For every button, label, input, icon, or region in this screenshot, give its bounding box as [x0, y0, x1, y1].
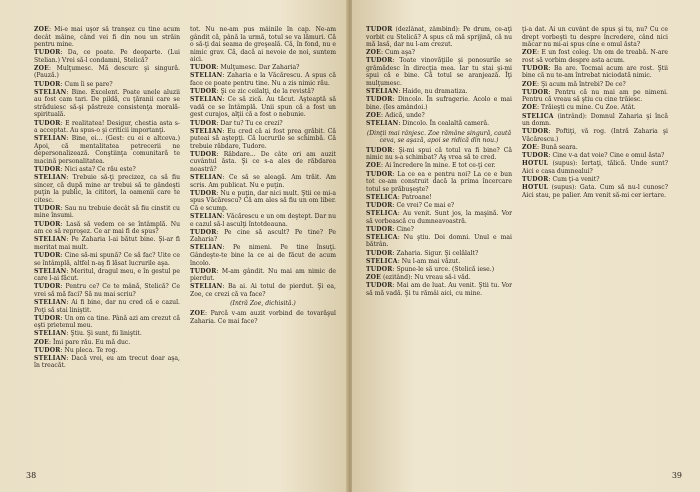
- speaker-name: TUDOR: [34, 220, 61, 228]
- speaker-name: STELIAN: [34, 354, 67, 362]
- dialogue-text: : Eu cred că ai fost prea grăbit. Că puteai să aştepţi. Că lucrurile se schimbă. Că trebuie răbdare, Tudore.: [190, 127, 336, 150]
- dialogue-text: : Bine, ei... (Gest: cu ei e altceva.) Apoi, că mentalitatea petrecerii ne depersonalizează. Conştiinţa comunitară te macină personalitatea.: [34, 135, 180, 165]
- dialogue-text: : Parcă v-am auzit vorbind de tovarăşul Zaharia. Ce mai face?: [190, 310, 336, 325]
- speaker-name: STELIAN: [366, 88, 399, 96]
- dialogue-line: [34, 315, 180, 330]
- dialogue-line: [366, 147, 512, 162]
- dialogue-line: [522, 65, 668, 80]
- speaker-name: ZOE: [522, 143, 538, 151]
- dialogue-text: : E un fost coleg. Un om de treabă. N-are rost să vorbim despre asta acum.: [522, 49, 668, 64]
- dialogue-text: : Da, ce poate. Pe deoparte. (Lui Stelian.) Vrei să-l condamni, Stelică?: [34, 49, 180, 64]
- dialogue-text: : Bine. Excelent. Poate unele aluzii au fost cam tari. De pildă, cu ţăranii care se străduiesc să-şi păstreze consistenţa morală-spirituală.: [34, 88, 180, 119]
- dialogue-text: : Dincolo. În cealaltă cameră.: [398, 120, 490, 128]
- dialogue-line: [522, 104, 668, 112]
- dialogue-line: [34, 49, 180, 64]
- dialogue-text: (supus): Gata. Cum să nu-l cunosc? Aici stau, pe palier. Am venit să-mi cer iertare.: [522, 184, 668, 199]
- speaker-name: TUDOR: [366, 282, 393, 290]
- dialogue-text: : Cum aşa?: [381, 49, 415, 57]
- dialogue-text: : Nu pleca. Te rog.: [60, 346, 118, 354]
- speaker-name: STELIAN: [34, 330, 67, 338]
- speaker-name: STELICA: [522, 112, 554, 120]
- dialogue-text: : Dar tu? Tu ce crezi?: [216, 119, 283, 127]
- speaker-name: STELIAN: [190, 213, 223, 221]
- speaker-name: ZOE: [366, 111, 382, 119]
- dialogue-line: [34, 330, 180, 338]
- dialogue-line: [190, 310, 336, 325]
- dialogue-line: [34, 120, 180, 135]
- dialogue-text: : Ai încredere în mine. E tot ce-ţi cer.: [381, 162, 496, 170]
- speaker-name: STELICA: [366, 210, 398, 218]
- dialogue-text: : Şi-mi spui că totul va fi bine? Că nimic nu s-a schimbat? Aş vrea să te cred.: [366, 146, 512, 162]
- speaker-name: HOTUL: [522, 160, 549, 168]
- dialogue-line: [522, 144, 668, 152]
- dialogue-text: : Dincolo. În sufragerie. Acolo e mai bine. (Ies amândoi.): [366, 96, 512, 111]
- dialogue-line: [366, 250, 512, 258]
- speaker-name: TUDOR: [34, 251, 61, 259]
- dialogue-line: [34, 252, 180, 267]
- dialogue-line: [366, 26, 512, 49]
- speaker-name: TUDOR: [366, 57, 393, 65]
- dialogue-text: : Nu e puţin, dar nici mult. Ştii ce mi-a spus Văcărescu? Că am ales să fiu un om liber. Că e scump.: [190, 189, 336, 212]
- speaker-name: ZOE: [34, 26, 50, 33]
- dialogue-text: : Pe Zaharia l-ai bătut bine. Şi-ar fi meritat mai mult.: [34, 236, 180, 251]
- dialogue-line: [34, 347, 180, 355]
- dialogue-text: : Sau nu trebuie decât să fiu cinstit cu mine însumi.: [34, 204, 180, 220]
- speaker-name: ZOE: [522, 104, 538, 112]
- dialogue-line: [366, 96, 512, 111]
- speaker-name: TUDOR: [366, 265, 393, 273]
- speaker-name: TUDOR: [190, 267, 217, 275]
- dialogue-text: : Mai am de luat. Au venit. Ştii tu. Vor să mă vadă. Şi tu rămâi aici, cu mine.: [366, 282, 512, 297]
- dialogue-text: : Ce vrei? Ce mai e?: [392, 201, 455, 209]
- speaker-name: TUDOR: [34, 119, 61, 127]
- dialogue-line: [34, 89, 180, 119]
- dialogue-line: [366, 210, 512, 225]
- dialogue-line: [190, 64, 336, 72]
- dialogue-text: : Zaharia e la Văcărescu. A spus că face ce poate pentru tine. Nu a zis nimic rău.: [190, 72, 336, 88]
- dialogue-line: [522, 49, 668, 64]
- dialogue-text: : Trebuie să-ţi precizez, ca să fiu sincer, că după mine ar trebui să te gândeşti puţin la public, la cititori, la oamenii care te citesc.: [34, 174, 180, 204]
- dialogue-line: [366, 194, 512, 202]
- dialogue-line: [366, 226, 512, 234]
- dialogue-line: [366, 266, 512, 274]
- dialogue-line: [190, 26, 336, 64]
- speaker-name: TUDOR: [522, 88, 549, 96]
- dialogue-text: (ezitând): Nu vreau să-i văd.: [381, 274, 471, 282]
- right-page-column-2: [522, 26, 668, 458]
- speaker-name: TUDOR: [366, 26, 393, 33]
- dialogue-text: : Mi-e mai uşor să tranşez cu tine acum decât mâine, când vei fi din nou un străin pentru mine.: [34, 26, 180, 49]
- dialogue-text: : Patroane!: [397, 193, 432, 201]
- dialogue-line: [366, 202, 512, 210]
- speaker-name: STELIAN: [34, 174, 67, 182]
- speaker-name: ZOE: [34, 64, 50, 72]
- dialogue-line: [190, 151, 336, 174]
- dialogue-text: : Şi acum mă întrebi? De ce?: [537, 80, 626, 88]
- dialogue-text: : Ce să zică. Au tăcut. Aşteaptă să vadă ce se întâmplă. Unii spun că a fost un gest curajos, alţii că a fost o nebunie.: [190, 96, 336, 119]
- dialogue-line: [34, 355, 180, 370]
- dialogue-text: : La ce ea e pentru noi? La ce e bun tot ce-am construit dacă la prima încercare totul se prăbuşeşte?: [366, 170, 512, 193]
- dialogue-line: [190, 268, 336, 283]
- dialogue-line: [366, 57, 512, 87]
- speaker-name: TUDOR: [522, 175, 549, 183]
- speaker-name: STELIAN: [34, 135, 67, 143]
- speaker-name: STELIAN: [190, 72, 223, 80]
- speaker-name: STELIAN: [190, 96, 223, 104]
- dialogue-text: : Dacă vrei, eu am trecut doar aşa, în treacăt.: [34, 354, 180, 370]
- dialogue-line: [366, 258, 512, 266]
- dialogue-text: : Mulţumesc. Mă descurc şi singură. (Pauză.): [34, 64, 180, 80]
- dialogue-line: [190, 174, 336, 189]
- dialogue-line: [190, 229, 336, 244]
- dialogue-line: [522, 128, 668, 143]
- dialogue-text: : Răbdare... De câte ori am auzit cuvântul ăsta. Şi ce s-a ales de răbdarea noastră?: [190, 150, 336, 173]
- dialogue-line: [522, 113, 668, 128]
- dialogue-text: : Un om ca tine. Până azi am crezut că eşti prietenul meu.: [34, 314, 180, 330]
- speaker-name: STELIAN: [34, 299, 67, 307]
- dialogue-text: : Cum ţi-a venit?: [548, 175, 600, 183]
- speaker-name: STELICA: [366, 233, 398, 241]
- dialogue-text: : Pe nimeni. Pe tine însuţi. Gândeşte-te bine la ce ai de făcut de acum încolo.: [190, 244, 336, 267]
- dialogue-line: [190, 244, 336, 267]
- dialogue-text: : Cum îi se pare?: [60, 80, 113, 88]
- dialogue-line: [366, 120, 512, 128]
- dialogue-line: [522, 160, 668, 175]
- dialogue-text: ţi-a dat. Ai un cuvânt de spus şi tu, nu? Cu ce drept vorbeşti tu despre încredere, când nici măcar nu mi-ai spus cine e omul ăsta?: [522, 26, 668, 49]
- dialogue-text: : M-am gândit. Nu mai am nimic de pierdut.: [190, 267, 336, 283]
- dialogue-text: : Cine?: [392, 225, 414, 233]
- speaker-name: TUDOR: [190, 228, 217, 236]
- speaker-name: TUDOR: [34, 80, 61, 88]
- dialogue-line: [34, 166, 180, 174]
- dialogue-text: (dezlânat, zâmbind): Pe drum, ce-aţi vorbit cu Stelică? A spus că mă sprijină, că nu mă lasă, dar nu l-am crezut.: [366, 26, 512, 49]
- speaker-name: TUDOR: [522, 152, 549, 160]
- dialogue-text: : Bună seara.: [537, 143, 578, 151]
- dialogue-line: [34, 236, 180, 251]
- speaker-name: TUDOR: [34, 166, 61, 173]
- speaker-name: TUDOR: [34, 283, 61, 291]
- speaker-name: STELIAN: [190, 127, 223, 135]
- dialogue-line: [366, 49, 512, 57]
- dialogue-line: [366, 162, 512, 170]
- right-page: [352, 0, 700, 492]
- dialogue-line: [34, 205, 180, 220]
- page-number-left: 38: [26, 471, 37, 480]
- speaker-name: STELICA: [366, 257, 398, 265]
- dialogue-line: [34, 174, 180, 204]
- dialogue-text: : Toate vinovăţiile şi ponosurile se grămădesc în direcţia mea. Iar tu stai şi-mi spui că e bine. Că totul se aranjează. Îţi mulţumesc.: [366, 57, 512, 88]
- dialogue-text: : Nu l-am mai văzut.: [397, 257, 461, 265]
- dialogue-line: [34, 26, 180, 49]
- left-page-column-1: [34, 26, 180, 458]
- dialogue-line: [522, 176, 668, 184]
- speaker-name: TUDOR: [34, 49, 61, 57]
- dialogue-text: : Pentru că nu mai am pe nimeni. Pentru că vreau să ştiu cu cine trăiesc.: [522, 88, 668, 104]
- speaker-name: STELIAN: [34, 88, 67, 96]
- speaker-name: TUDOR: [522, 128, 549, 136]
- dialogue-text: : Îmi pare rău. Eu mă duc.: [49, 338, 131, 346]
- dialogue-line: [522, 81, 668, 89]
- dialogue-text: : Lasă să vedem ce se întâmplă. Nu am ce să reproşez. Ce ar mai fi de spus?: [34, 220, 180, 236]
- dialogue-line: [34, 221, 180, 236]
- dialogue-line: [522, 26, 668, 49]
- dialogue-text: : Nici asta? Ce rău este?: [60, 166, 136, 173]
- dialogue-text: : Ce să se aleagă. Am trăit. Am scris. Am publicat. Nu e puţin.: [190, 174, 336, 189]
- dialogue-line: [190, 88, 336, 96]
- speaker-name: TUDOR: [34, 346, 61, 354]
- speaker-name: ZOE: [522, 49, 538, 57]
- speaker-name: TUDOR: [522, 64, 549, 72]
- speaker-name: STELIAN: [190, 283, 223, 291]
- dialogue-text: : Trăieşti cu mine. Cu Zoe. Atât.: [537, 104, 636, 112]
- speaker-name: TUDOR: [190, 119, 217, 127]
- dialogue-text: : Mulţumesc. Dar Zaharia?: [216, 64, 300, 72]
- page-number-right: 39: [671, 471, 682, 480]
- dialogue-line: [34, 135, 180, 165]
- dialogue-text: : Adică, unde?: [381, 111, 425, 119]
- speaker-name: TUDOR: [190, 189, 217, 197]
- dialogue-text: (intrând): Domnul Zaharia şi încă un domn.: [522, 112, 668, 128]
- dialogue-line: [366, 234, 512, 249]
- dialogue-text: : Haide, nu dramatiza.: [398, 88, 468, 96]
- dialogue-text: : Pentru ce? Ce te mână, Stelică? Ce vrei să mă faci? Să nu mai scriu?: [34, 283, 180, 298]
- dialogue-text: : Zaharia. Sigur. Şi celălalt?: [392, 249, 479, 257]
- speaker-name: STELICA: [366, 193, 398, 201]
- dialogue-text: (Dinţii mai rânjesc. Zoe rămâne singură, caută ceva, se aşază, apoi se ridică din nou.): [366, 129, 512, 145]
- dialogue-line: [522, 89, 668, 104]
- dialogue-line: [34, 65, 180, 80]
- speaker-name: ZOE: [190, 310, 206, 317]
- speaker-name: HOTUL: [522, 184, 549, 192]
- dialogue-line: [190, 190, 336, 213]
- dialogue-text: : Cine să-mi spună? Ce să fac? Uite ce se întâmplă, altfel n-aş fi lăsat lucrurile aşa.: [34, 251, 180, 267]
- dialogue-text: : Ba are. Tocmai acum are rost. Ştii bine că nu te-am întrebat niciodată nimic.: [522, 64, 668, 80]
- dialogue-text: : Cine v-a dat voie? Cine e omul ăsta?: [548, 152, 665, 160]
- dialogue-line: [34, 299, 180, 314]
- dialogue-line: [366, 88, 512, 96]
- dialogue-line: [366, 274, 512, 282]
- speaker-name: TUDOR: [366, 249, 393, 257]
- left-page: [0, 0, 348, 492]
- speaker-name: STELIAN: [34, 236, 67, 244]
- speaker-name: ZOE: [34, 338, 50, 346]
- dialogue-line: [190, 213, 336, 228]
- dialogue-line: [190, 283, 336, 298]
- dialogue-line: [190, 128, 336, 151]
- dialogue-text: : Ştiu. Şi sunt, fii liniştit.: [66, 330, 142, 338]
- dialogue-line: [34, 339, 180, 347]
- speaker-name: TUDOR: [366, 201, 393, 209]
- dialogue-line: [190, 300, 336, 308]
- dialogue-line: [522, 152, 668, 160]
- dialogue-line: [190, 120, 336, 128]
- dialogue-line: [34, 283, 180, 298]
- speaker-name: ZOE: [366, 274, 382, 282]
- speaker-name: TUDOR: [190, 88, 217, 96]
- dialogue-text: : Au venit. Sunt jos, la maşină. Vor să vorbească cu dumneavoastră.: [366, 210, 512, 225]
- dialogue-text: : Poftiţi, vă rog. (Intră Zaharia şi Văcărescu.): [522, 128, 668, 143]
- speaker-name: TUDOR: [366, 146, 393, 154]
- speaker-name: TUDOR: [366, 170, 393, 178]
- speaker-name: TUDOR: [190, 150, 217, 158]
- dialogue-line: [366, 282, 512, 297]
- dialogue-text: : Şi ce zic ceilalţi, de la revistă?: [216, 88, 315, 96]
- right-page-column-1: [366, 26, 512, 458]
- speaker-name: TUDOR: [366, 96, 393, 104]
- dialogue-text: (Intră Zoe, dichisită.): [230, 300, 296, 308]
- speaker-name: STELIAN: [190, 174, 223, 182]
- dialogue-text: : Văcărescu e un om deştept. Dar nu e cazul să-l asculţi întotdeauna.: [190, 213, 336, 228]
- dialogue-text: (supus): Iertaţi, tălică. Unde sunt? Aici e casa dumnealui?: [522, 160, 668, 175]
- dialogue-line: [190, 72, 336, 87]
- dialogue-text: : Ai fi bine, dar nu cred că e cazul. Poţi să stai liniştit.: [34, 299, 180, 314]
- dialogue-line: [366, 130, 512, 145]
- dialogue-text: : Pe cine să ascult? Pe tine? Pe Zaharia?: [190, 228, 336, 244]
- dialogue-text: : Spune-le să urce. (Stelică iese.): [392, 265, 495, 273]
- speaker-name: ZOE: [522, 80, 538, 88]
- dialogue-text: tot. Nu ne-am pus mâinile în cap. Ne-am gândit că, până la urmă, totul se va lămuri. Că o să-ţi dai seama de greşeală. Că, în fond, nu e nimic grav. Că, dacă ai nevoie de noi, suntem aici.: [190, 26, 336, 64]
- dialogue-line: [190, 96, 336, 119]
- speaker-name: TUDOR: [34, 204, 61, 212]
- left-page-column-2: [190, 26, 336, 458]
- dialogue-line: [366, 112, 512, 120]
- dialogue-line: [34, 81, 180, 89]
- dialogue-text: : Nu ştiu. Doi domni. Unul e mai bătrân.: [366, 233, 512, 249]
- speaker-name: STELIAN: [34, 267, 67, 275]
- speaker-name: TUDOR: [34, 314, 61, 322]
- speaker-name: ZOE: [366, 49, 382, 57]
- dialogue-line: [34, 268, 180, 283]
- speaker-name: TUDOR: [366, 225, 393, 233]
- speaker-name: STELIAN: [366, 120, 399, 128]
- speaker-name: STELIAN: [190, 244, 223, 252]
- dialogue-line: [366, 171, 512, 194]
- dialogue-line: [522, 184, 668, 199]
- speaker-name: TUDOR: [190, 64, 217, 72]
- speaker-name: ZOE: [366, 162, 382, 170]
- dialogue-text: : Ba ai. Ai totul de pierdut. Şi ea, Zoe, ce crezi că va face?: [190, 283, 336, 298]
- dialogue-text: : Meritul, dragul meu, e în gestul pe care l-ai făcut.: [34, 267, 180, 283]
- dialogue-text: : E realitatea! Desigur, chestia asta s-a acceptat. Au spus-o şi criticii importanţi.: [34, 119, 180, 135]
